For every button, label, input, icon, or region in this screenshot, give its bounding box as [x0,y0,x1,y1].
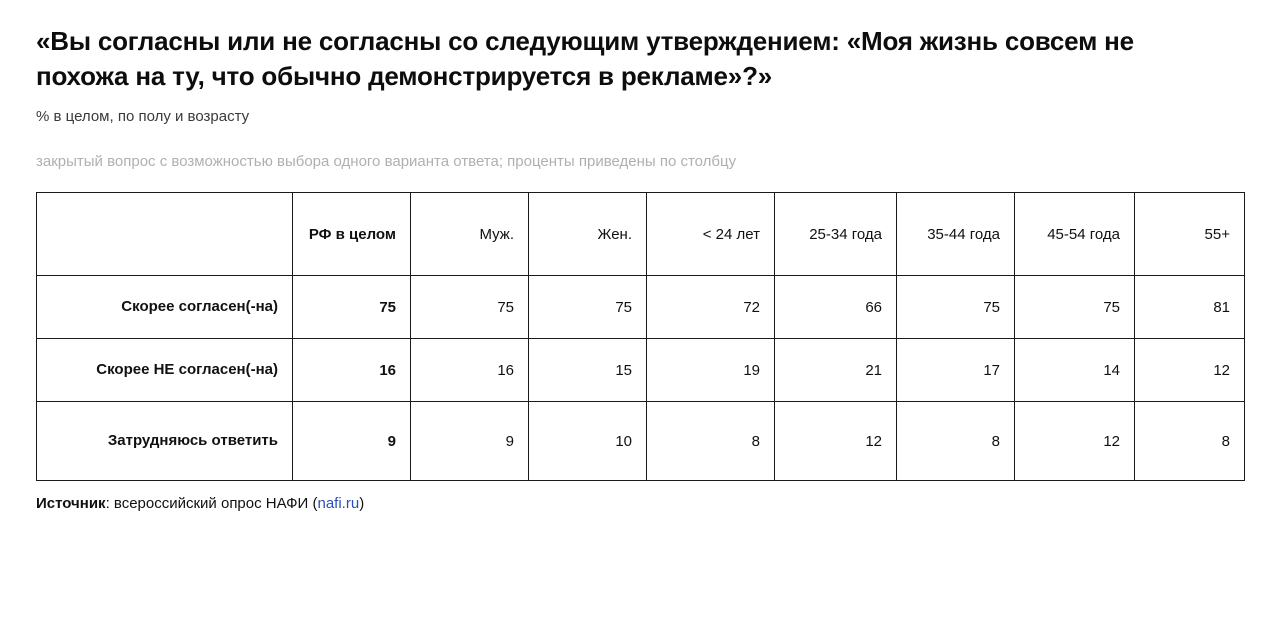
cell-disagree-total: 16 [293,339,411,402]
page-title: «Вы согласны или не согласны со следующим утверждением: «Моя жизнь совсем не похожа на ту, что обычно демонстрируется в рекламе»?» [36,26,1134,92]
cell-disagree-under24: 19 [647,339,775,402]
cell-disagree-male: 16 [411,339,529,402]
cell-hard-45-54: 12 [1015,402,1135,481]
cell-agree-35-44: 75 [897,276,1015,339]
cell-agree-female: 75 [529,276,647,339]
cell-agree-55plus: 81 [1135,276,1245,339]
cell-hard-female: 10 [529,402,647,481]
cell-disagree-25-34: 21 [775,339,897,402]
source-text: : всероссийский опрос НАФИ ( [105,495,318,513]
cell-disagree-female: 15 [529,339,647,402]
source-label: Источник [36,495,106,513]
column-header-25-34: 25-34 года [775,193,897,276]
table-row [37,339,1245,402]
cell-disagree-35-44: 17 [897,339,1015,402]
source-link[interactable]: nafi.ru [317,495,360,513]
table-body [37,276,1245,481]
cell-hard-male: 9 [411,402,529,481]
subtitle: % в целом, по полу и возрасту [36,108,250,126]
cell-hard-55plus: 8 [1135,402,1245,481]
cell-agree-45-54: 75 [1015,276,1135,339]
column-header-35-44: 35-44 года [897,193,1015,276]
row-label-agree: Скорее согласен(-на) [37,276,293,339]
cell-agree-25-34: 66 [775,276,897,339]
column-header-female: Жен. [529,193,647,276]
cell-hard-under24: 8 [647,402,775,481]
column-header-total: РФ в целом [293,193,411,276]
column-header-55plus: 55+ [1135,193,1245,276]
data-table [36,192,1245,481]
table-row [37,402,1245,481]
table-corner-cell [37,193,293,276]
cell-agree-under24: 72 [647,276,775,339]
cell-hard-25-34: 12 [775,402,897,481]
cell-hard-35-44: 8 [897,402,1015,481]
column-header-under24: < 24 лет [647,193,775,276]
source-line [36,495,1244,512]
cell-agree-male: 75 [411,276,529,339]
cell-hard-total: 9 [293,402,411,481]
methodology-note: закрытый вопрос с возможностью выбора одного варианта ответа; проценты приведены по столбцу [36,153,737,171]
column-header-45-54: 45-54 года [1015,193,1135,276]
table-header [37,193,1245,276]
cell-disagree-45-54: 14 [1015,339,1135,402]
row-label-hard-to-say: Затрудняюсь ответить [37,402,293,481]
table-row [37,276,1245,339]
cell-agree-total: 75 [293,276,411,339]
source-tail: ) [359,495,365,513]
column-header-male: Муж. [411,193,529,276]
row-label-disagree: Скорее НЕ согласен(-на) [37,339,293,402]
header-row [37,193,1245,276]
cell-disagree-55plus: 12 [1135,339,1245,402]
